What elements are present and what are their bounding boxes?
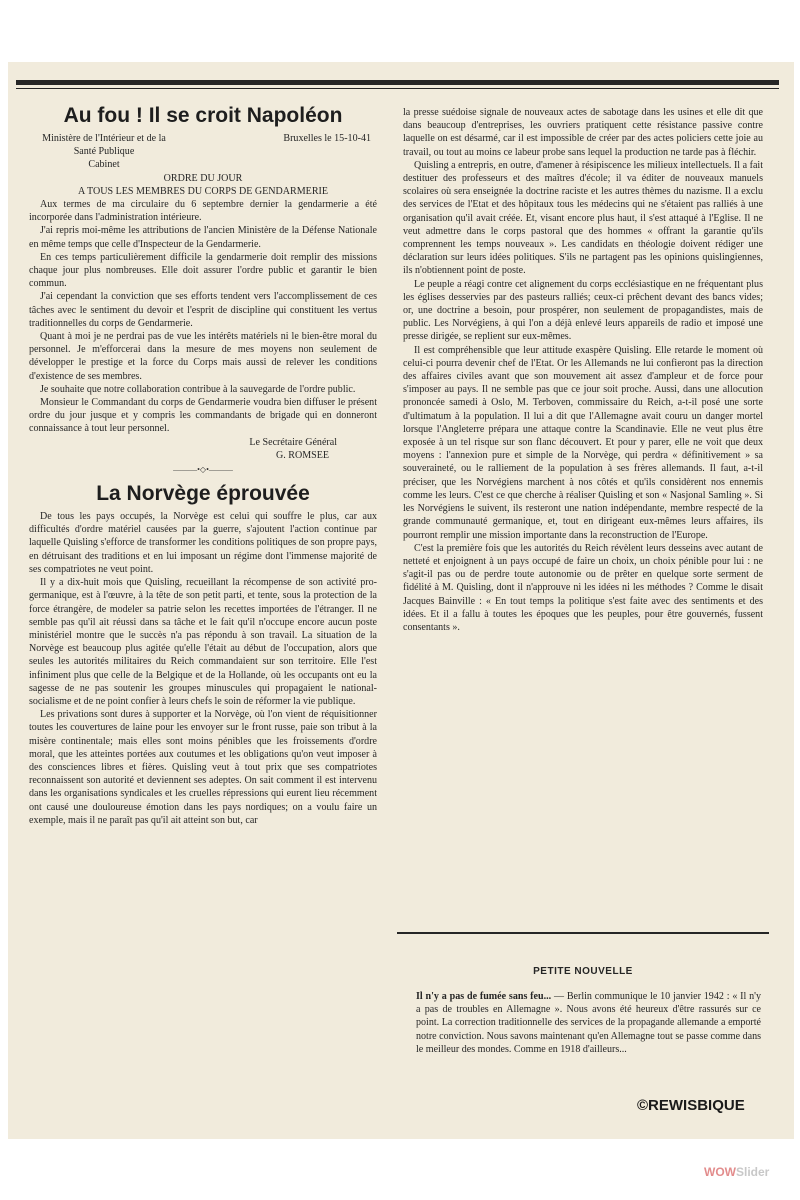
article1-paragraph: En ces temps particulièrement difficile la gendarmerie doit remplir des missions chaque jour plus nombreuses. Elle doit assurer l'ordre public et garantir le bien commun. (29, 251, 377, 290)
order-subtitle: A TOUS LES MEMBRES DU CORPS DE GENDARMERIE (78, 185, 328, 197)
watermark-part-2: Slider (736, 1165, 770, 1179)
copyright-mark: ©REWISBIQUE (637, 1097, 745, 1114)
headline-napoleon: Au fou ! Il se croit Napoléon (63, 104, 343, 127)
watermark-part-1: WOW (704, 1165, 736, 1179)
article1-paragraph: J'ai repris moi-même les attributions de l'ancien Ministère de la Défense Nationale en même temps que celle d'Inspecteur de la Gendarmerie. (29, 225, 377, 250)
article1-paragraph: Je souhaite que notre collaboration contribue à la sauvegarde de l'ordre public. (40, 383, 356, 395)
section-rule (397, 932, 769, 934)
petite-nouvelle-text: — Berlin communique le 10 janvier 1942 : « Il n'y a pas de troubles en Allemagne ». Nous avons été heureux d'être rassurés sur ce point. La correction traditionnelle des services de la propagande allemande a emporté notre conviction. Nous savons maintenant qu'en Allemagne tout se passe comme dans le meilleur des mondes. Comme en 1918 d'ailleurs... (416, 991, 762, 1055)
article1-paragraph: Aux termes de ma circulaire du 6 septembre dernier la gendarmerie a été incorporée dans l'administration intérieure. (29, 199, 377, 224)
article2-paragraph: Les privations sont dures à supporter et la Norvège, où l'on vient de réquisitionner toutes les couvertures de laine pour les envoyer sur le front russe, paie son tribut à la misère continentale; mais elles sont moins pénibles que les froissements d'ordre moral, que les atteintes portées aux coutumes et les obligations qu'on veut imposer à des consciences libres et fières. Quisling veut à tout prix que ses compatriotes reconnaissent son autorité et deviennent ses adeptes. On sait comment il est intervenu dans les organisations syndicales et les cruelles répressions qui eurent lieu récemment ont causé une douloureuse émotion dans les pays nordiques; on a voulu faire un exemple, mais il ne paraît pas qu'il ait atteint son but, car (29, 709, 377, 826)
top-rule-thin (16, 88, 779, 89)
right-column (403, 106, 763, 634)
place-date: Bruxelles le 15-10-41 (283, 133, 371, 144)
ministry-line-1: Ministère de l'Intérieur et de la (42, 133, 166, 144)
petite-nouvelle-body (416, 990, 761, 1056)
petite-nouvelle-lead: Il n'y a pas de fumée sans feu... (416, 991, 552, 1002)
headline-norvege: La Norvège éprouvée (96, 482, 310, 506)
article2-paragraph: Quisling a entrepris, en outre, d'amener à résipiscence les milieux intellectuels. Il a fait destituer des professeurs et des maîtres d'école; il va éditer de nouveaux manuels scolaires où sera enseignée la doctrine raciste et les autres thèmes du nazisme. Il a exclu des services de l'Etat et des hôpitaux tous les médecins qui ne s'étaient pas ralliés à une organisation qu'il avait créée. Et, visant encore plus haut, il s'est attaqué à l'Eglise. Il ne veut admettre dans le corps pastoral que des hommes « offrant la garantie qu'ils comprennent les temps nouveaux ». Les candidats en théologie doivent rédiger une déclaration sur leurs idées politiques. S'ils ne partagent pas les opinions quislingiennes, ils n'obtiennent point de poste. (403, 159, 763, 277)
left-column (29, 98, 377, 827)
ministry-line-2: Santé Publique (73, 146, 135, 158)
top-rule (16, 80, 779, 85)
article1-paragraph: Monsieur le Commandant du corps de Gendarmerie voudra bien diffuser le présent ordre du jour jusque et y compris les commandants de brigade qui en donneront connaissance à tout leur personnel. (29, 397, 377, 435)
article2-paragraph: Il est compréhensible que leur attitude exaspère Quisling. Elle retarde le moment où celui-ci pourra devenir chef de l'Etat. Or les Allemands ne lui confieront pas la direction des affaires civiles avant que son mouvement ait assez d'ampleur et de force pour s'imposer au pays. Il ne semble pas que ce jour soit proche. Aussi, dans une allocution prononcée samedi à Oslo, M. Terboven, commissaire du Reich, a-t-il posé une sorte d'ultimatum à la population. Il lui a dit que l'Allemagne avait couru un danger mortel lorsque l'Angleterre prépara une attaque contre la Scandinavie. Elle ne veut plus être exposée à un tel risque sur son flanc découvert. Et pour y parer, elle ne voit que deux moyens : l'annexion pure et simple de la Norvège, qui perdra « définitivement » sa souveraineté, ou le ralliement de la population à ses frères allemands. Il faut, a-t-il préciser, que les Norvégiens marchent à nos côtés et qu'ils considèrent nos ennemis comme les leurs. C'est ce que cherche à réaliser Quisling et son « Nasjonal Samling ». Si les Norvégiens le suivent, ils resteront une nation indépendante, membre respecté de la grande communauté germanique, et, tout en dirigeant eux-mêmes leurs affaires, ils pourront remplir une mission importante dans la reconstruction de l'Europe. (403, 344, 763, 541)
article2-paragraph: Il y a dix-huit mois que Quisling, recueillant la récompense de son activité pro-germanique, est à l'œuvre, à la tête de son petit parti, et tente, sous la protection de la force étrangère, de modeler sa patrie selon les recettes importées de l'étranger. Il ne semble pas qu'il ait réussi dans sa tâche et le fait qu'il n'occupe encore aucun poste ministériel montre que le succès n'a pas répondu à son travail. La situation de la Norvège est beaucoup plus agitée qu'elle l'était au début de l'occupation, alors que seules les autorités militaires du Reich commandaient sur son territoire. Elle l'est infiniment plus que celle de la Belgique et de la Hollande, où les occupants ont eu la sagesse de ne pas soutenir les groupes minuscules qui propagaient le national-socialisme et de ne point confier à leurs chefs le soin de réformer la vie publique. (29, 577, 377, 707)
order-title: ORDRE DU JOUR (163, 172, 243, 184)
article2-paragraph: la presse suédoise signale de nouveaux actes de sabotage dans les usines et elle dit que dans beaucoup d'entreprises, les ouvriers pratiquent cette résistance passive contre laquelle on est désarmé, car il est impossible de créer par des actes policiers cette joie au travail, ou tout au moins ce labeur probe sans lequel la production ne tarde pas à fléchir. (403, 107, 763, 158)
slider-watermark (704, 1165, 769, 1179)
article2-paragraph: C'est la première fois que les autorités du Reich révèlent leurs desseins avec autant de netteté et enjoignent à un pays occupé de faire un choix, un choix pénible pour lui : ne s'agit-il pas ou de perdre toute autonomie ou de prêter en quelque sorte serment de fidélité à M. Quisling, dont il n'approuve ni les idées ni les méthodes ? Comme le disait Jacques Bainville : « En tout temps la politique s'est faite avec des sentiments et des idées. Et il a fallu à toutes les époques que les peuples, pour être gouvernés, fussent consentants ». (403, 542, 763, 633)
petite-nouvelle-title: PETITE NOUVELLE (533, 966, 633, 977)
petite-nouvelle-paragraph (416, 990, 761, 1056)
ministry-block (29, 132, 179, 172)
signature-name: G. ROMSEE (275, 449, 329, 461)
ornament-divider: ———•◇•——— (173, 465, 233, 475)
article1-paragraph: J'ai cependant la conviction que ses efforts tendent vers l'accomplissement de ces tâches avec le sentiment du devoir et l'esprit de discipline qui constituent les vertus traditionnelles du corps de Gendarmerie. (29, 291, 377, 329)
article1-paragraph: Quant à moi je ne perdrai pas de vue les intérêts matériels ni le bien-être moral du personnel. Je m'efforcerai dans la mesure de mes moyens non seulement de développer le prestige et la force du Corps mais aussi de relever les conditions d'existence de ses membres. (29, 331, 377, 382)
article2-paragraph: Le peuple a réagi contre cet alignement du corps ecclésiastique en ne fréquentant plus les églises desservies par des pasteurs ralliés; ceux-ci prêchent devant des bancs vides; or, une doctrine a besoin, pour prospérer, non seulement de propagandistes, mais de public. Les Norvégiens, à qui l'on a déjà enlevé leurs appareils de radio et imposé une presse dirigée, se replient sur eux-mêmes. (403, 278, 763, 343)
article2-paragraph: De tous les pays occupés, la Norvège est celui qui souffre le plus, car aux difficultés d'ordre matériel causées par la guerre, s'ajoutent l'action continue par laquelle Quisling s'efforce de transformer les conditions politiques de son propre pays, en détruisant des traditions et en lui imposant un régime dont l'immense majorité de ses compatriotes ne veut point. (29, 511, 377, 575)
ministry-line-3: Cabinet (88, 159, 120, 171)
letter-header (29, 132, 377, 172)
signature-title: Le Secrétaire Général (249, 436, 337, 448)
